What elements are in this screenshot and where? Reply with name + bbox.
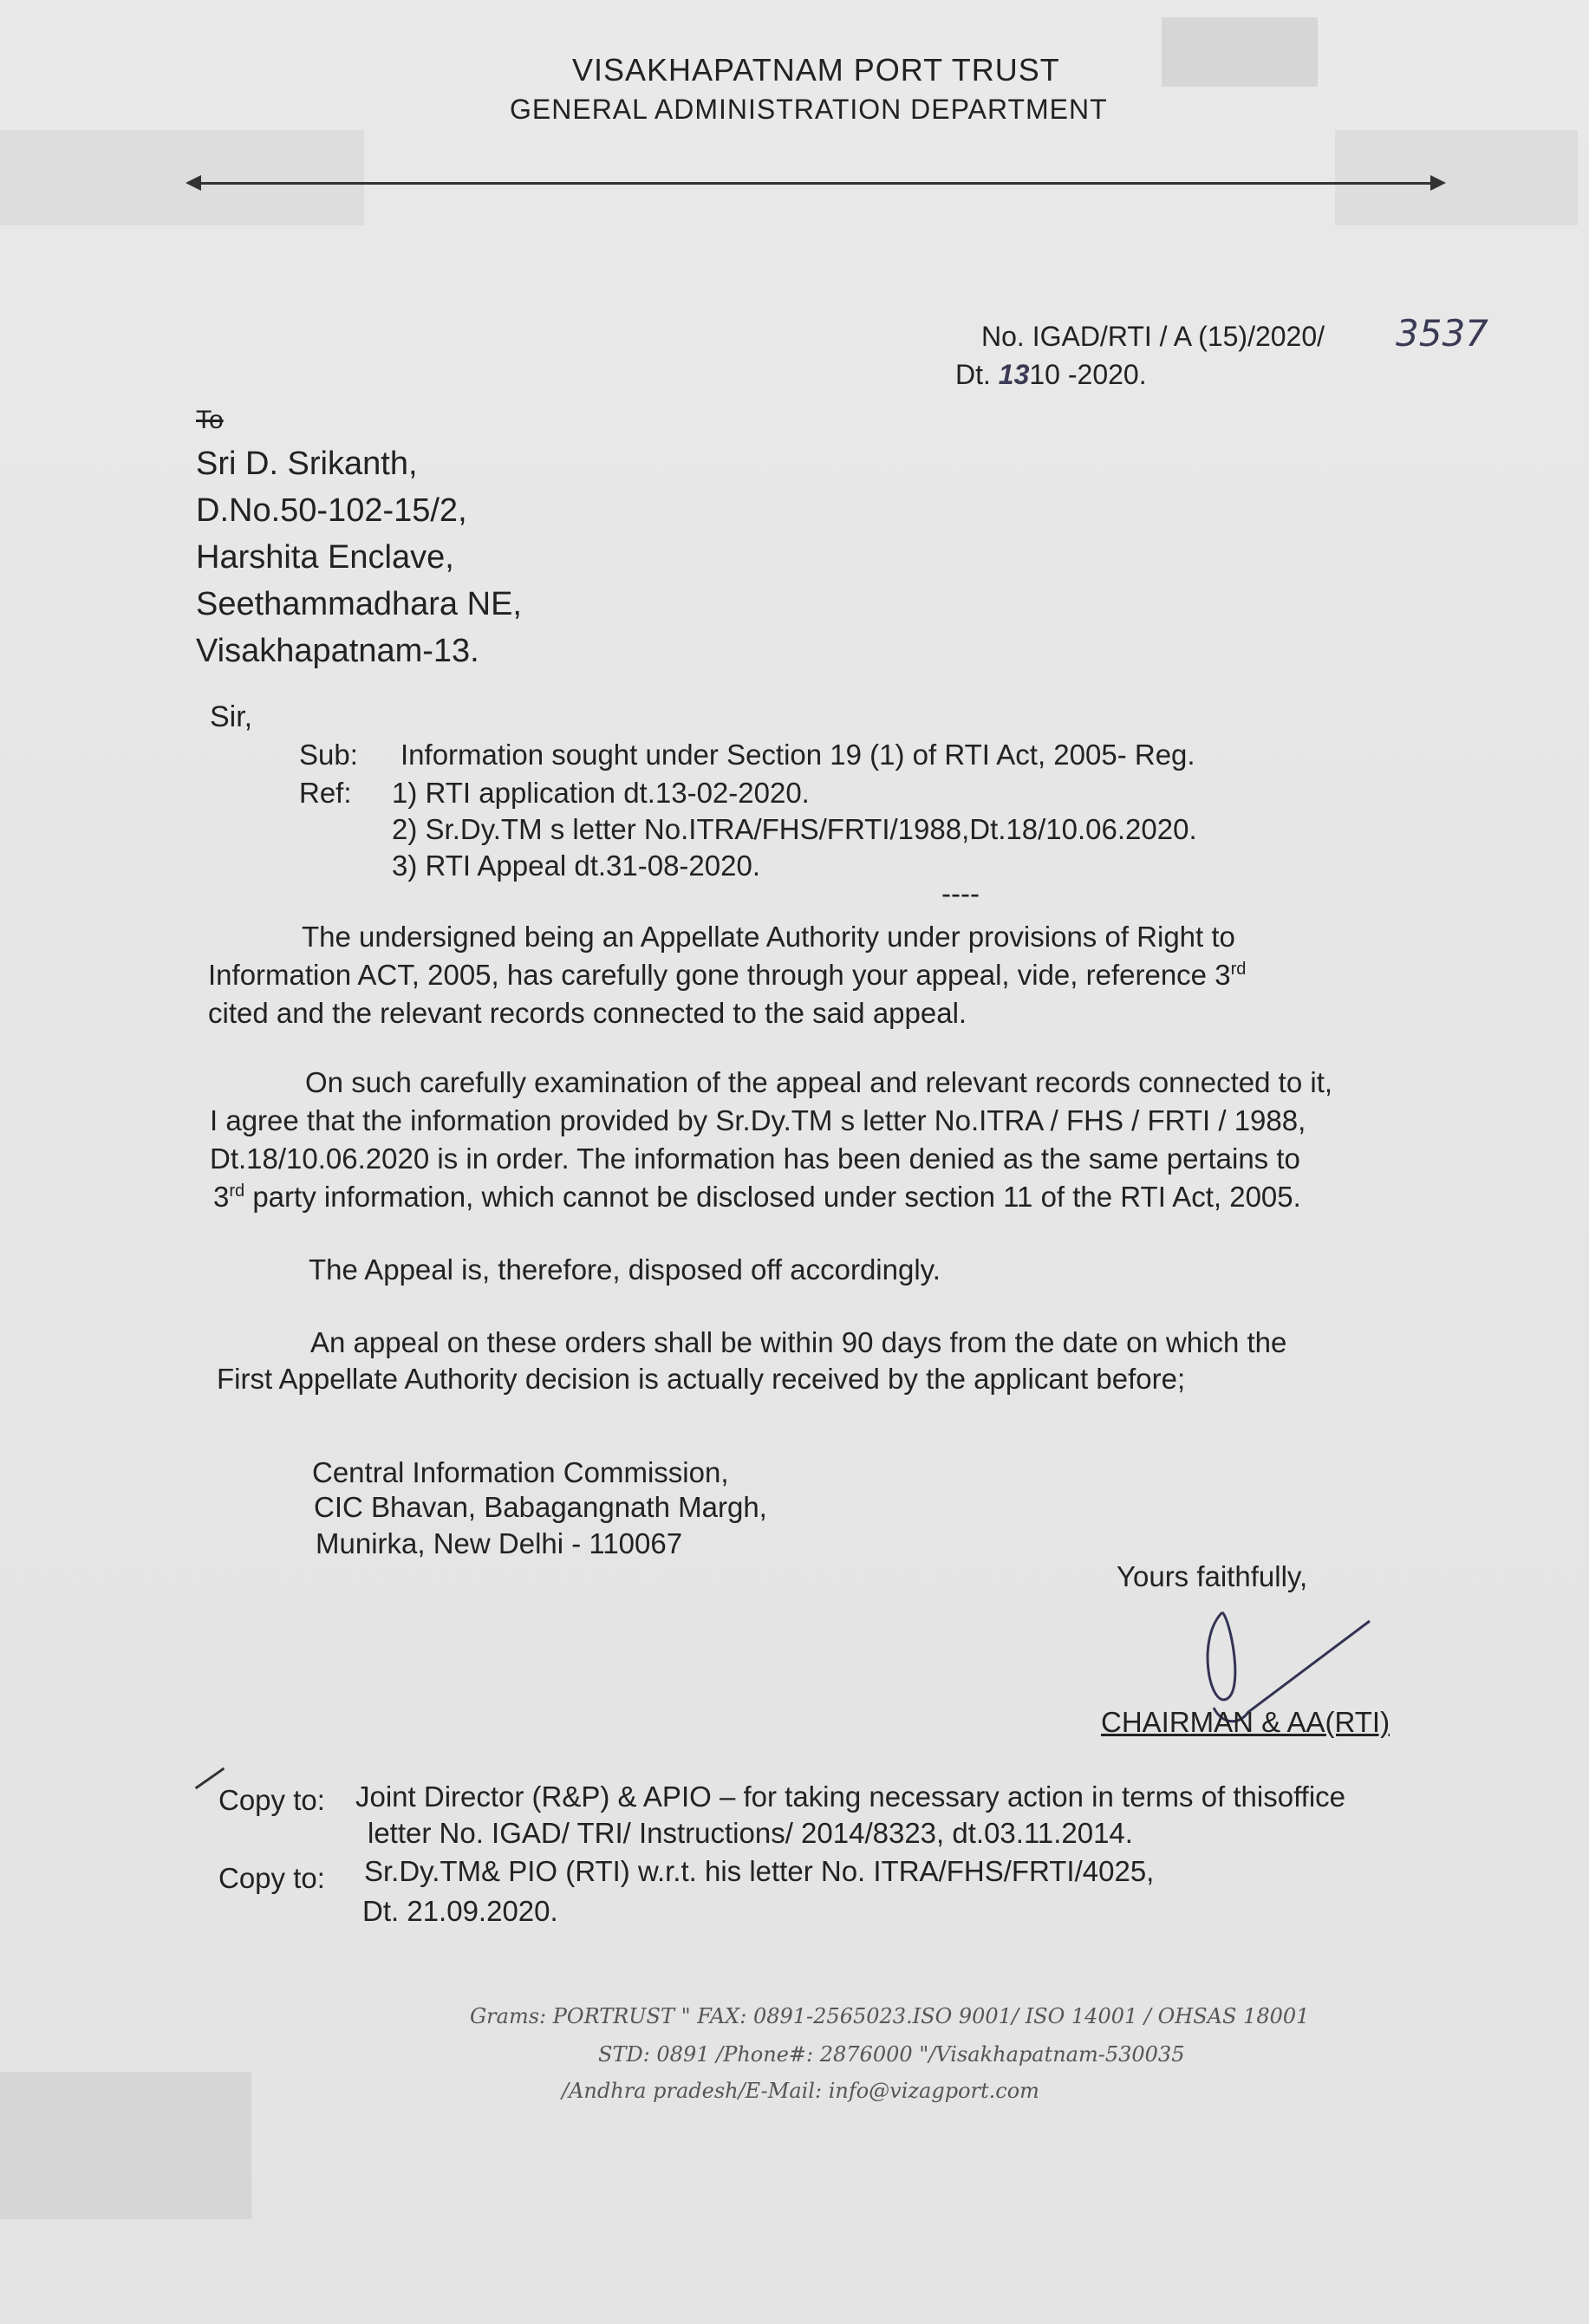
recipient-line: Sri D. Srikanth, — [196, 446, 418, 482]
recipient-line: Seethammadhara NE, — [196, 586, 522, 622]
copy-line: Joint Director (R&P) & APIO – for taking necessary action in terms of thisoffice — [355, 1780, 1346, 1813]
copy-line: Dt. 21.09.2020. — [362, 1895, 558, 1927]
recipient-line: Harshita Enclave, — [196, 539, 454, 576]
redacted-area — [1162, 17, 1318, 87]
paragraph-4-line: An appeal on these orders shall be within 90 days from the date on which the — [310, 1326, 1287, 1358]
recipient-line: D.No.50-102-15/2, — [196, 492, 467, 529]
footer-line: STD: 0891 /Phone#: 2876000 "/Visakhapatnam-530035 — [598, 2042, 1185, 2067]
recipient-line: Visakhapatnam-13. — [196, 633, 479, 669]
subject-label: Sub: — [299, 739, 358, 771]
paragraph-2-line: 3rd party information, which cannot be disclosed under section 11 of the RTI Act, 2005. — [213, 1181, 1301, 1213]
redacted-area — [0, 130, 364, 225]
redacted-area — [1335, 130, 1578, 225]
to-label: To — [196, 406, 224, 434]
paragraph-1-line: Information ACT, 2005, has carefully gone through your appeal, vide, reference 3rd — [208, 959, 1247, 991]
reference-number: No. IGAD/RTI / A (15)/2020/ — [981, 321, 1325, 352]
copy-line: letter No. IGAD/ TRI/ Instructions/ 2014/8323, dt.03.11.2014. — [368, 1817, 1133, 1849]
department-name: GENERAL ADMINISTRATION DEPARTMENT — [510, 94, 1108, 125]
separator: ---- — [941, 877, 980, 909]
reference-item: 2) Sr.Dy.TM s letter No.ITRA/FHS/FRTI/1988,Dt.18/10.06.2020. — [392, 813, 1197, 845]
footer-line: Grams: PORTRUST " FAX: 0891-2565023.ISO 9001/ ISO 14001 / OHSAS 18001 — [470, 2004, 1310, 2028]
subject-text: Information sought under Section 19 (1) of RTI Act, 2005- Reg. — [401, 739, 1195, 771]
paragraph-4-line: First Appellate Authority decision is actually received by the applicant before; — [217, 1363, 1186, 1395]
header-rule — [192, 182, 1432, 185]
reference-label: Ref: — [299, 777, 352, 809]
paragraph-3: The Appeal is, therefore, disposed off accordingly. — [309, 1253, 941, 1286]
paragraph-1-line: The undersigned being an Appellate Authority under provisions of Right to — [302, 921, 1235, 953]
date-prefix: Dt. — [955, 359, 991, 390]
valediction: Yours faithfully, — [1117, 1560, 1308, 1592]
paragraph-1-line: cited and the relevant records connected to the said appeal. — [208, 997, 967, 1029]
date-handwritten: 13 — [998, 359, 1030, 390]
copy-line: Sr.Dy.TM& PIO (RTI) w.r.t. his letter No. ITRA/FHS/FRTI/4025, — [364, 1855, 1155, 1887]
cic-address-line: CIC Bhavan, Babagangnath Margh, — [314, 1491, 767, 1523]
cic-address-line: Central Information Commission, — [312, 1456, 729, 1488]
paragraph-2-line: Dt.18/10.06.2020 is in order. The information has been denied as the same pertains to — [210, 1142, 1300, 1175]
org-name: VISAKHAPATNAM PORT TRUST — [572, 52, 1060, 88]
paragraph-2-line: On such carefully examination of the appeal and relevant records connected to it, — [305, 1066, 1333, 1098]
copy-label: Copy to: — [218, 1784, 325, 1816]
date-suffix: 10 -2020. — [1029, 359, 1147, 390]
reference-item: 1) RTI application dt.13-02-2020. — [392, 777, 810, 809]
reference-number-handwritten: 3537 — [1396, 312, 1488, 355]
reference-date — [955, 359, 1147, 391]
cic-address-line: Munirka, New Delhi - 110067 — [316, 1527, 683, 1559]
redacted-area — [0, 2072, 251, 2219]
copy-label: Copy to: — [218, 1862, 325, 1894]
paragraph-2-line: I agree that the information provided by Sr.Dy.TM s letter No.ITRA / FHS / FRTI / 1988, — [210, 1104, 1306, 1136]
footer-line: /Andhra pradesh/E-Mail: info@vizagport.com — [562, 2079, 1039, 2103]
salutation: Sir, — [210, 700, 253, 733]
reference-item: 3) RTI Appeal dt.31-08-2020. — [392, 850, 761, 882]
designation: CHAIRMAN & AA(RTI) — [1101, 1706, 1390, 1738]
arrow-right-icon — [1430, 175, 1446, 191]
